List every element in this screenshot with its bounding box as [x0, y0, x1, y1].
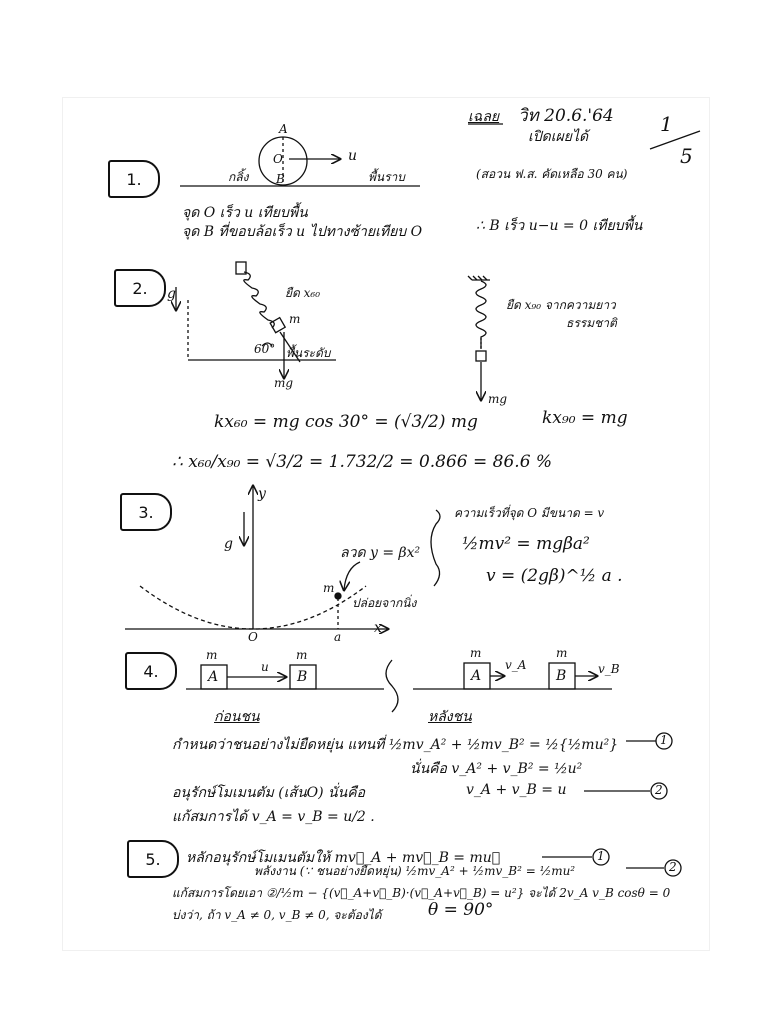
q5-line-3: แก้สมการโดยเอา ②/½m − {(v⃗_A+v⃗_B)·(v⃗_A+v⃗_B) = u²} จะได้ 2v_A v_B cosθ = 0	[172, 886, 671, 900]
q5-line-4b: θ = 90°	[428, 900, 494, 920]
q2-ratio: ∴ x₆₀/x₉₀ = √3/2 = 1.732/2 = 0.866 = 86.6 %	[172, 452, 553, 472]
q2-mass-label: m	[289, 312, 301, 326]
question-1-badge: 1.	[108, 160, 160, 198]
q4-mass-3: m	[470, 646, 482, 660]
q1-label-B: B	[276, 172, 285, 186]
q3-wire-pointer	[344, 562, 360, 590]
q1-conclusion: ∴ B เร็ว u−u = 0 เทียบพื้น	[476, 218, 643, 234]
question-5-badge: 5.	[127, 840, 179, 878]
q4-mass-1: m	[206, 648, 218, 662]
q2-stretch-label: ยืด x₆₀	[285, 286, 321, 300]
q3-brace	[431, 510, 440, 586]
page-total: 5	[680, 144, 693, 168]
q3-g-label: g	[224, 536, 233, 552]
q3-a-label: a	[334, 630, 342, 644]
q4-line-2: นั่นคือ v_A² + v_B² = ½u²	[410, 761, 583, 777]
q2-angle-label: 60°	[254, 342, 276, 356]
q5-line-2: พลังงาน (∵ ชนอย่างยืดหยุ่น) ½mv_A² + ½mv_B² = ½mu²	[254, 864, 576, 878]
q5-line-4a: บ่งว่า, ถ้า v_A ≠ 0, v_B ≠ 0, จะต้องได้	[172, 908, 382, 922]
q4-block-B-label: B	[297, 669, 308, 685]
q1-roll-label: กลิ้ง	[228, 170, 249, 184]
q2-equation-2: kx₉₀ = mg	[542, 408, 628, 428]
q3-speed-note: ความเร็วที่จุด O มีขนาด = v	[454, 506, 605, 520]
q4-vA-label: v_A	[505, 658, 527, 672]
q4-block-B2-label: B	[556, 668, 567, 684]
q5-line-1: หลักอนุรักษ์โมเมนตัมให้ mv⃗_A + mv⃗_B = mu⃗	[186, 850, 501, 866]
q3-origin-label: O	[248, 630, 258, 644]
header-note: (สอวน ฟ.ส. คัดเหลือ 30 คน)	[476, 167, 628, 181]
q1-line-1: จุด O เร็ว u เทียบพื้น	[182, 205, 308, 221]
question-2-badge: 2.	[114, 269, 166, 307]
q4-u-label: u	[261, 660, 269, 674]
q1-line-2: จุด B ที่ขอบล้อเร็ว u ไปทางซ้ายเทียบ O	[182, 224, 423, 240]
q2-mg-label-2: mg	[488, 392, 508, 406]
q1-label-O: O	[273, 152, 283, 166]
q3-speed-equation: v = (2gβ)^½ a .	[486, 566, 623, 586]
q3-release-label: ปล่อยจากนิ่ง	[352, 596, 417, 610]
q4-line-1: กำหนดว่าชนอย่างไม่ยืดหยุ่น แทนที่ ½mv_A² + ½mv_B² = ½{½mu²}	[172, 737, 619, 753]
q4-separator	[386, 660, 398, 712]
q4-after-label: หลังชน	[428, 709, 472, 725]
q4-circle-2-label: 2	[655, 783, 663, 797]
q4-mass-4: m	[556, 646, 568, 660]
q4-circle-1-label: 1	[660, 733, 668, 747]
q3-energy-equation: ½mv² = mgβa²	[462, 534, 590, 554]
q3-wire-label: ลวด y = βx²	[340, 545, 421, 561]
q2-spring-1	[244, 272, 274, 328]
question-3-badge: 3.	[120, 493, 172, 531]
q2-equation-1: kx₆₀ = mg cos 30° = (√3/2) mg	[214, 412, 478, 432]
open-note: เปิดเผยได้	[528, 129, 589, 145]
q2-stretch-label-2: ยืด x₉₀ จากความยาว	[506, 298, 616, 312]
q4-mass-2: m	[296, 648, 308, 662]
q2-mass-block	[270, 318, 285, 333]
q4-line-4: แก้สมการได้ v_A = v_B = u/2 .	[172, 809, 375, 825]
q5-circle-1-label: 1	[597, 849, 605, 863]
q3-x-label: x	[374, 620, 382, 636]
header-date: วิท 20.6.'64	[518, 106, 614, 126]
q4-line-3b: v_A + v_B = u	[466, 782, 567, 798]
q2-g-label: g	[167, 286, 176, 302]
q5-circle-2-label: 2	[669, 860, 677, 874]
q4-block-A2-label: A	[471, 668, 482, 684]
q1-label-u: u	[348, 148, 358, 164]
q2-floor-label: พื้นระดับ	[286, 346, 331, 360]
q4-line-3a: อนุรักษ์โมเมนตัม (เส้นO) นั่นคือ	[172, 785, 365, 801]
q2-natural-label: ธรรมชาติ	[566, 316, 617, 330]
q3-mass-label: m	[323, 581, 335, 595]
q4-block-A-label: A	[208, 669, 219, 685]
q1-floor-label: พื้นราบ	[368, 170, 405, 184]
q1-label-A: A	[279, 122, 288, 136]
question-4-badge: 4.	[125, 652, 177, 690]
q4-before-label: ก่อนชน	[214, 709, 260, 725]
q2-mg-label-1: mg	[274, 376, 294, 390]
q3-bead	[335, 593, 341, 599]
answer-key-label: เฉลย	[468, 109, 500, 125]
q4-vB-label: v_B	[598, 662, 620, 676]
q2-mass-block-2	[476, 351, 486, 361]
q3-y-label: y	[258, 486, 266, 502]
page-number: 1	[660, 112, 673, 136]
